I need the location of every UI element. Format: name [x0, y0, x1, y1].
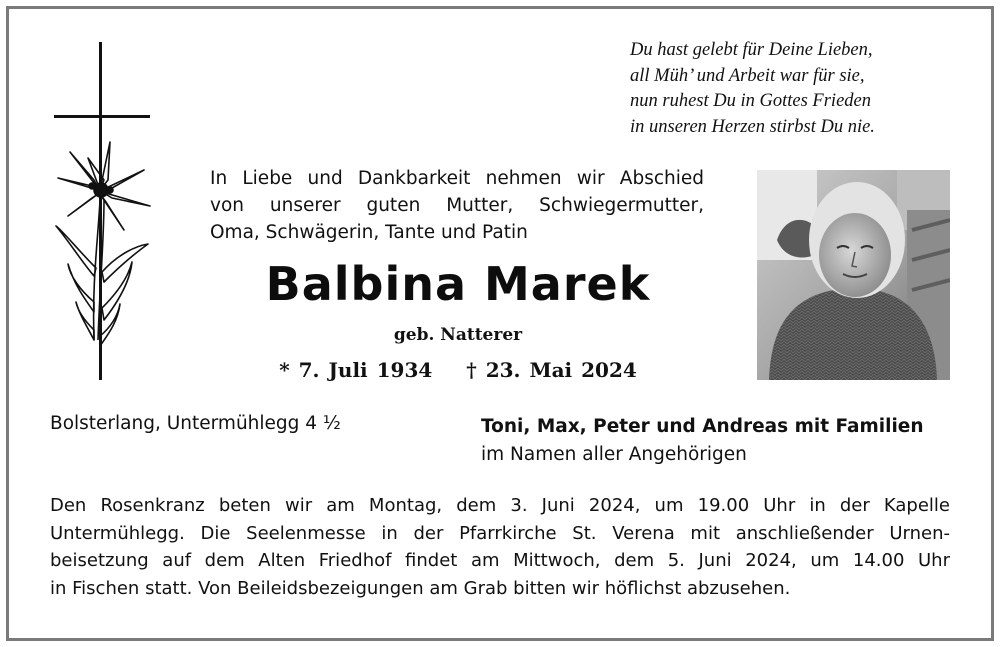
deceased-name: Balbina Marek [265, 257, 651, 311]
notice-line: Untermühlegg. Die Seelenmesse in der Pfarrkirche St. Verena mit anschließender Urnen- [50, 522, 950, 544]
death-date: † 23. Mai 2024 [466, 358, 637, 382]
birth-date: * 7. Juli 1934 [279, 358, 433, 382]
notice-line: Den Rosenkranz beten wir am Montag, dem 3. Juni 2024, um 19.00 Uhr in der Kapelle [50, 495, 950, 516]
portrait-photo [757, 170, 950, 380]
poem-line: all Müh’ und Arbeit war für sie, [630, 65, 865, 86]
poem-verse [630, 38, 950, 140]
address: Bolsterlang, Untermühlegg 4 ½ [50, 413, 341, 434]
intro-line: Oma, Schwägerin, Tante und Patin [210, 222, 528, 243]
farewell-intro [210, 165, 704, 246]
poem-line: Du hast gelebt für Deine Lieben, [630, 40, 873, 60]
edelweiss-icon [56, 142, 150, 346]
notice-line: beisetzung auf dem Alten Friedhof findet am Mittwoch, dem 5. Juni 2024, um 14.00 Uhr [50, 550, 950, 571]
intro-line: von unserer guten Mutter, Schwiegermutter, [210, 195, 704, 216]
service-notice [50, 492, 950, 602]
notice-line: in Fischen statt. Von Beileidsbezeigungen am Grab bitten wir höflichst abzusehen. [50, 577, 791, 599]
poem-line: in unseren Herzen stirbst Du nie. [630, 116, 875, 137]
mourners-names: Toni, Max, Peter und Andreas mit Familien [481, 416, 924, 437]
birth-name: geb. Natterer [393, 325, 523, 345]
mourners-block [481, 413, 951, 469]
poem-line: nun ruhest Du in Gottes Frieden [630, 91, 871, 111]
relatives-note: im Namen aller Angehörigen [481, 444, 747, 465]
intro-line: In Liebe und Dankbarkeit nehmen wir Abschied [210, 168, 704, 189]
